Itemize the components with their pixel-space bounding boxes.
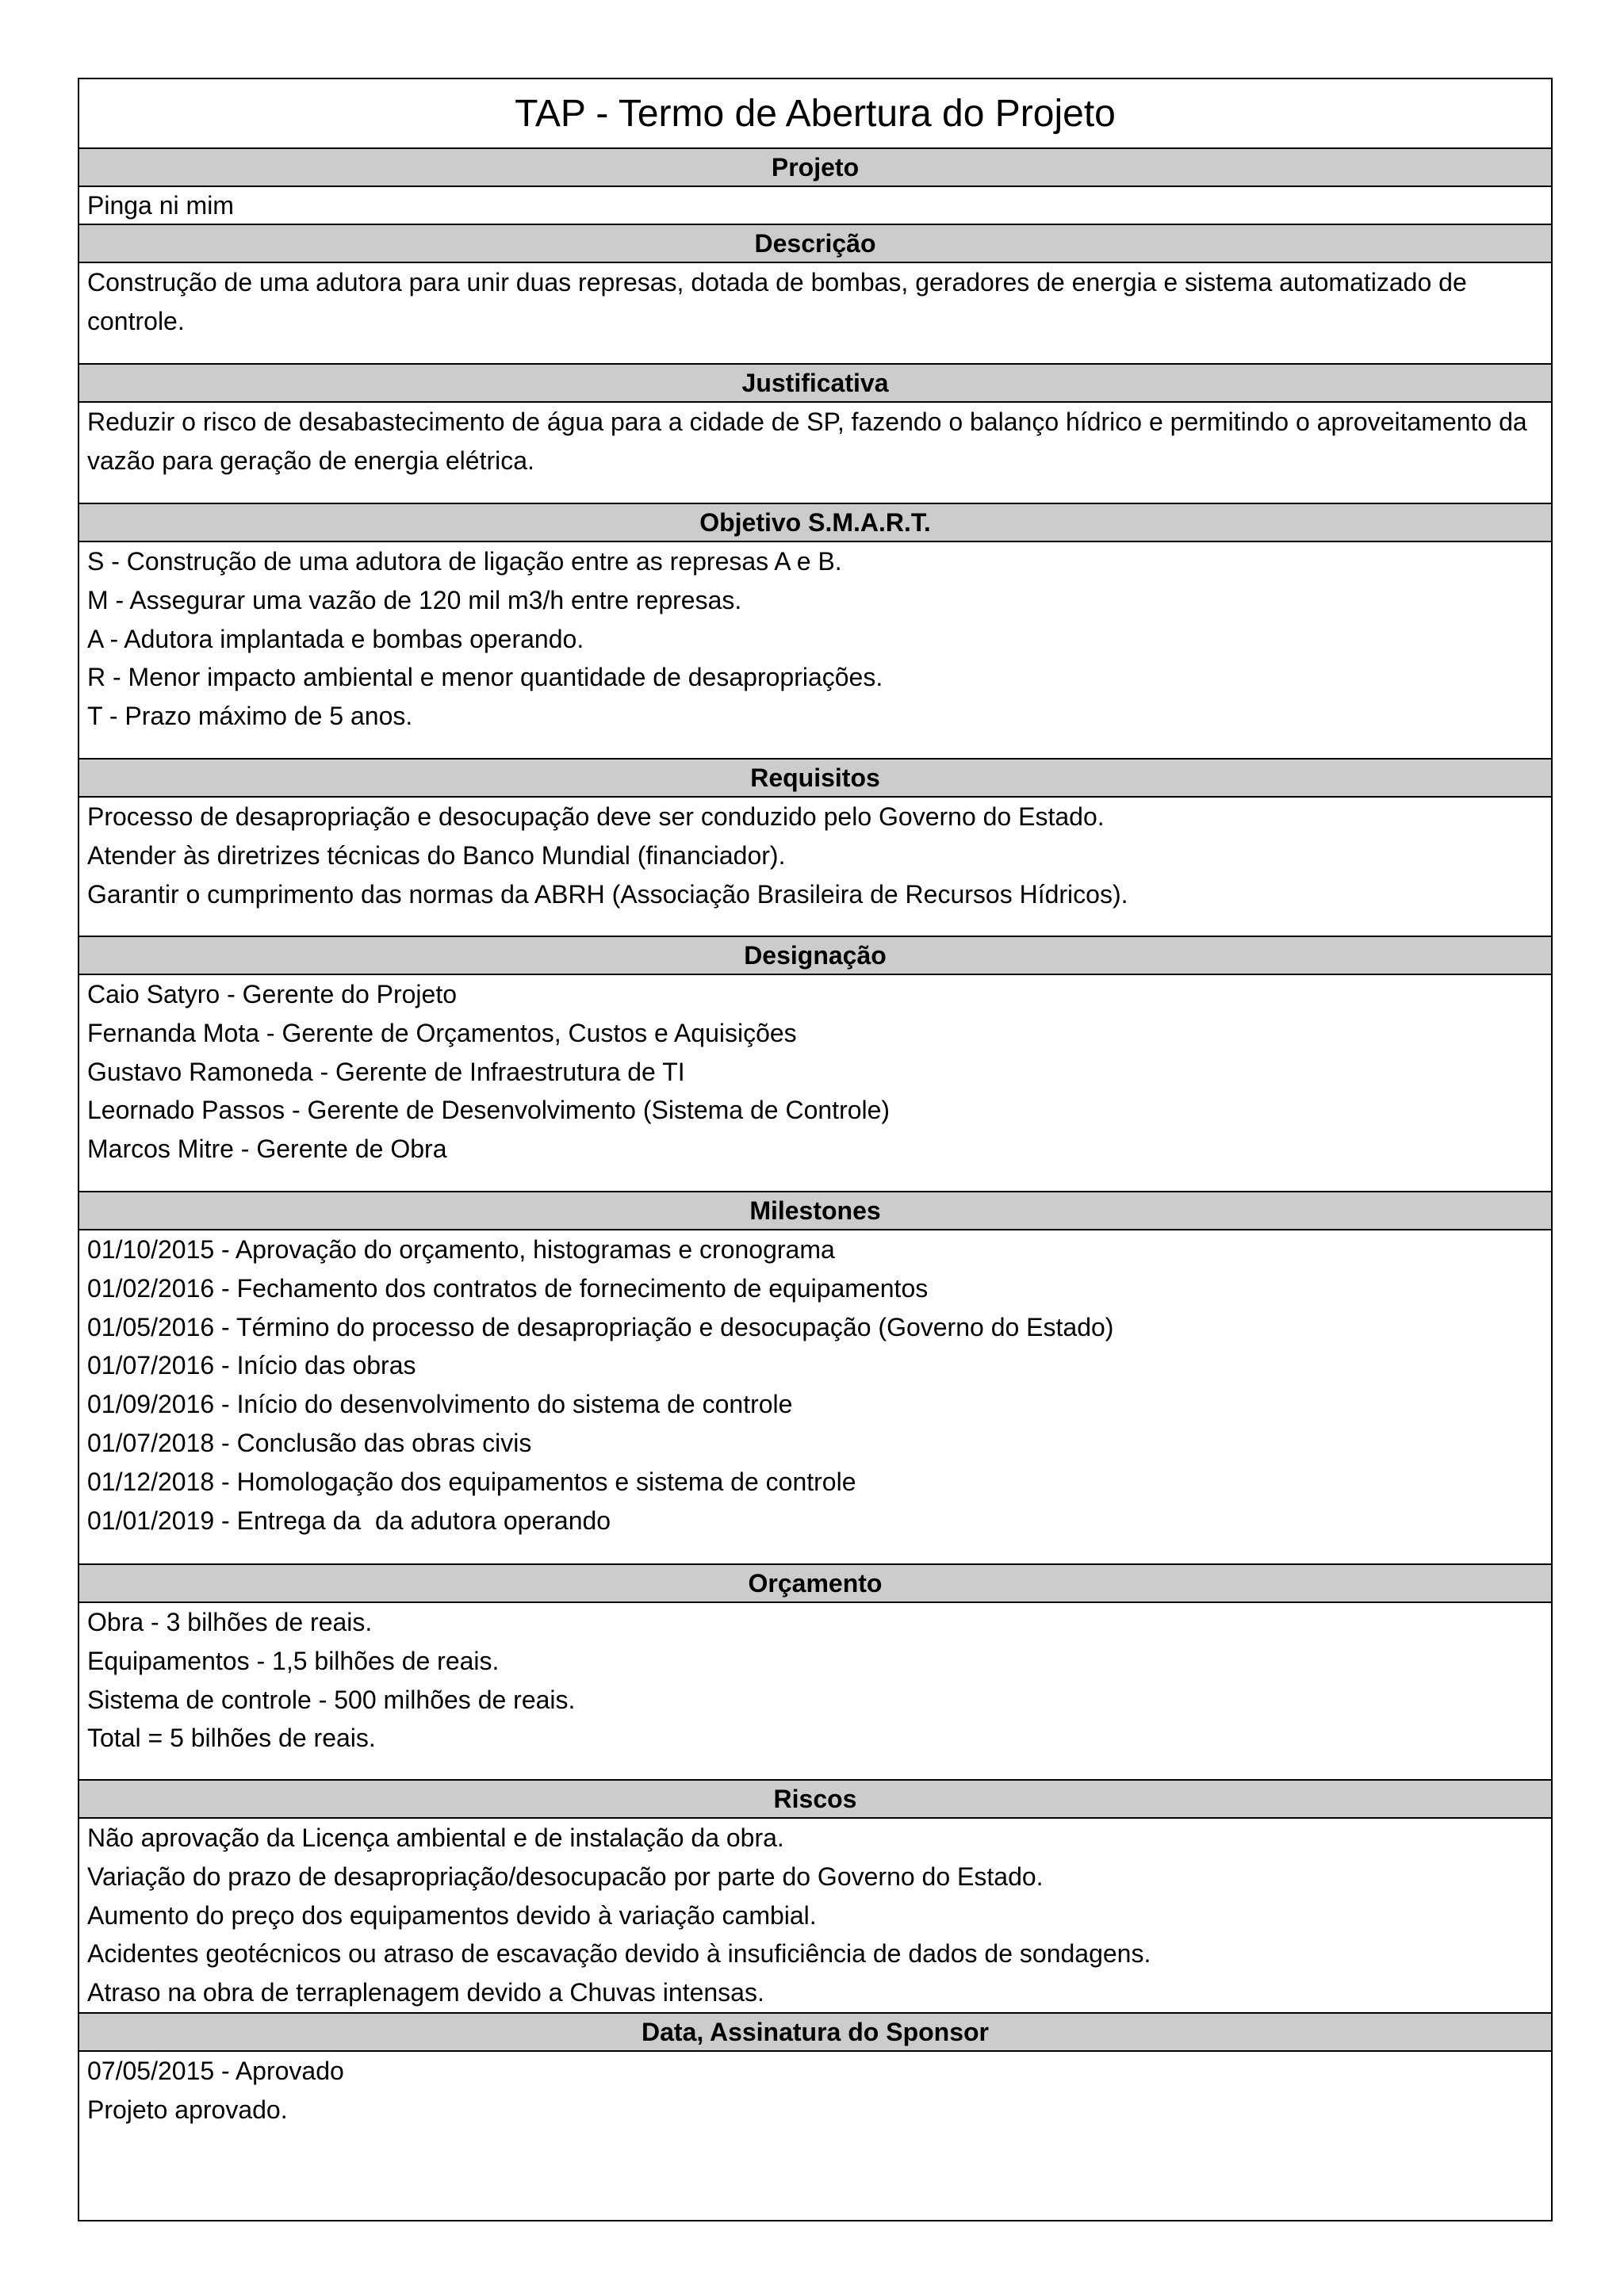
sponsor-date-line: 07/05/2015 - Aprovado (87, 2057, 344, 2085)
designacao-line: Leornado Passos - Gerente de Desenvolvimento (Sistema de Controle) (87, 1096, 891, 1125)
section-body-riscos (79, 1819, 1551, 2014)
document-title: TAP - Termo de Abertura do Projeto (79, 79, 1551, 149)
risco-line: Não aprovação da Licença ambiental e de instalação da obra. (87, 1823, 784, 1852)
milestone-line: 01/07/2018 - Conclusão das obras civis (87, 1428, 532, 1457)
tap-document (78, 78, 1553, 2221)
descricao-text: Construção de uma adutora para unir duas represas, dotada de bombas, geradores de energia e sistema automatizado de controle. (87, 268, 1467, 335)
risco-line: Acidentes geotécnicos ou atraso de escavação devido à insuficiência de dados de sondagens. (87, 1939, 1151, 1969)
justificativa-text: Reduzir o risco de desabastecimento de água para a cidade de SP, fazendo o balanço hídrico e permitindo o aproveitamento da vazão para geração de energia elétrica. (87, 408, 1527, 475)
section-heading-sponsor: Data, Assinatura do Sponsor (79, 2014, 1551, 2052)
orcamento-line: Sistema de controle - 500 milhões de reais. (87, 1685, 576, 1714)
section-heading-designacao: Designação (79, 937, 1551, 975)
section-heading-justificativa: Justificativa (79, 365, 1551, 403)
designacao-line: Fernanda Mota - Gerente de Orçamentos, Custos e Aquisições (87, 1018, 797, 1047)
milestone-line: 01/05/2016 - Término do processo de desapropriação e desocupação (Governo do Estado) (87, 1312, 1114, 1341)
requisito-line: Processo de desapropriação e desocupação deve ser conduzido pelo Governo do Estado. (87, 802, 1105, 831)
section-heading-riscos: Riscos (79, 1781, 1551, 1819)
section-body-projeto (79, 187, 1551, 225)
section-body-sponsor (79, 2052, 1551, 2221)
objetivo-line: A - Adutora implantada e bombas operando. (87, 624, 584, 653)
orcamento-line: Total = 5 bilhões de reais. (87, 1724, 376, 1753)
requisito-line: Atender às diretrizes técnicas do Banco Mundial (financiador). (87, 840, 786, 870)
section-body-descricao (79, 263, 1551, 365)
section-heading-descricao: Descrição (79, 225, 1551, 263)
designacao-line: Caio Satyro - Gerente do Projeto (87, 980, 458, 1008)
section-heading-milestones: Milestones (79, 1192, 1551, 1230)
milestone-line: 01/07/2016 - Início das obras (87, 1351, 416, 1380)
objetivo-line: T - Prazo máximo de 5 anos. (87, 702, 413, 731)
objetivo-line: R - Menor impacto ambiental e menor quantidade de desapropriações. (87, 663, 883, 692)
section-body-designacao (79, 975, 1551, 1192)
risco-line: Variação do prazo de desapropriação/desocupacão por parte do Governo do Estado. (87, 1862, 1044, 1891)
orcamento-line: Obra - 3 bilhões de reais. (87, 1608, 373, 1636)
objetivo-line: M - Assegurar uma vazão de 120 mil m3/h entre represas. (87, 585, 742, 614)
sponsor-status-line: Projeto aprovado. (87, 2095, 288, 2124)
orcamento-line: Equipamentos - 1,5 bilhões de reais. (87, 1646, 500, 1675)
section-heading-orcamento: Orçamento (79, 1565, 1551, 1603)
milestone-line: 01/09/2016 - Início do desenvolvimento do sistema de controle (87, 1390, 793, 1419)
risco-line: Aumento do preço dos equipamentos devido à variação cambial. (87, 1900, 817, 1930)
milestone-line: 01/10/2015 - Aprovação do orçamento, histogramas e cronograma (87, 1235, 835, 1264)
section-body-requisitos (79, 798, 1551, 937)
section-heading-requisitos: Requisitos (79, 760, 1551, 798)
milestone-line: 01/01/2019 - Entrega da da adutora operando (87, 1506, 611, 1535)
requisito-line: Garantir o cumprimento das normas da ABRH (Associação Brasileira de Recursos Hídricos). (87, 879, 1128, 909)
section-heading-projeto: Projeto (79, 149, 1551, 187)
section-body-justificativa (79, 403, 1551, 504)
risco-line: Atraso na obra de terraplenagem devido a Chuvas intensas. (87, 1978, 764, 2007)
designacao-line: Marcos Mitre - Gerente de Obra (87, 1135, 447, 1164)
milestone-line: 01/02/2016 - Fechamento dos contratos de fornecimento de equipamentos (87, 1273, 929, 1303)
section-body-milestones (79, 1230, 1551, 1565)
objetivo-line: S - Construção de uma adutora de ligação entre as represas A e B. (87, 547, 842, 576)
projeto-name: Pinga ni mim (87, 191, 234, 220)
section-heading-objetivo: Objetivo S.M.A.R.T. (79, 504, 1551, 542)
designacao-line: Gustavo Ramoneda - Gerente de Infraestrutura de TI (87, 1057, 685, 1086)
milestone-line: 01/12/2018 - Homologação dos equipamentos e sistema de controle (87, 1467, 856, 1496)
section-body-objetivo (79, 542, 1551, 760)
section-body-orcamento (79, 1603, 1551, 1781)
